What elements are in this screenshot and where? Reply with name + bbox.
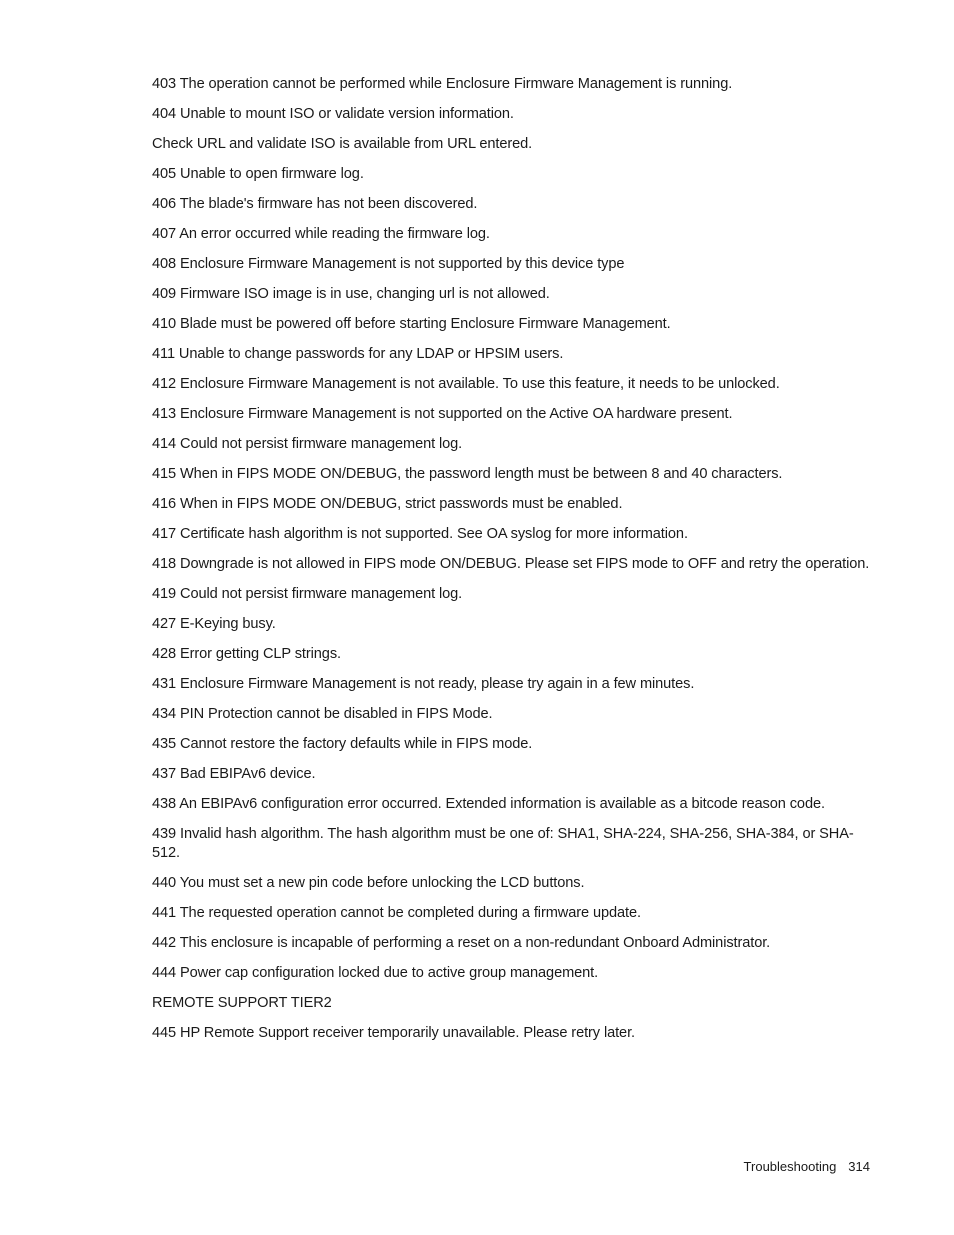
error-message: 434 PIN Protection cannot be disabled in FIPS Mode. (152, 705, 493, 722)
error-message: 417 Certificate hash algorithm is not supported. See OA syslog for more information. (152, 525, 688, 542)
error-message-list (152, 75, 877, 1054)
page-number: 314 (848, 1159, 870, 1174)
error-message: 427 E-Keying busy. (152, 615, 276, 632)
error-message: 444 Power cap configuration locked due to active group management. (152, 965, 599, 982)
error-message: 428 Error getting CLP strings. (152, 645, 341, 662)
error-message: 403 The operation cannot be performed while Enclosure Firmware Management is running. (152, 76, 733, 92)
error-message: 418 Downgrade is not allowed in FIPS mode ON/DEBUG. Please set FIPS mode to OFF and retry the operation. (152, 555, 870, 572)
error-message: 442 This enclosure is incapable of performing a reset on a non-redundant Onboard Administrator. (152, 935, 771, 952)
error-message: 411 Unable to change passwords for any LDAP or HPSIM users. (152, 345, 564, 362)
error-message: 441 The requested operation cannot be completed during a firmware update. (152, 905, 641, 922)
error-message: 431 Enclosure Firmware Management is not ready, please try again in a few minutes. (152, 675, 695, 692)
error-message: 437 Bad EBIPAv6 device. (152, 765, 316, 782)
error-message: 406 The blade's firmware has not been discovered. (152, 195, 478, 212)
error-message: 413 Enclosure Firmware Management is not supported on the Active OA hardware present. (152, 405, 733, 422)
error-message: 438 An EBIPAv6 configuration error occurred. Extended information is available as a bitcode reason code. (152, 795, 825, 812)
error-message: 445 HP Remote Support receiver temporarily unavailable. Please retry later. (152, 1025, 635, 1042)
error-message: 439 Invalid hash algorithm. The hash algorithm must be one of: SHA1, SHA-224, SHA-256, SHA-384, or SHA-512. (152, 825, 854, 862)
error-message: Check URL and validate ISO is available from URL entered. (152, 135, 533, 152)
error-message: 408 Enclosure Firmware Management is not supported by this device type (152, 255, 625, 272)
section-heading: REMOTE SUPPORT TIER2 (152, 995, 332, 1012)
error-message: 419 Could not persist firmware management log. (152, 585, 463, 602)
error-message: 410 Blade must be powered off before starting Enclosure Firmware Management. (152, 315, 671, 332)
error-message: 435 Cannot restore the factory defaults while in FIPS mode. (152, 735, 533, 752)
error-message: 414 Could not persist firmware management log. (152, 435, 463, 452)
error-message: 405 Unable to open firmware log. (152, 165, 364, 182)
error-message: 415 When in FIPS MODE ON/DEBUG, the password length must be between 8 and 40 characters. (152, 465, 783, 482)
page-footer (744, 1158, 870, 1176)
error-message: 416 When in FIPS MODE ON/DEBUG, strict passwords must be enabled. (152, 495, 623, 512)
error-message: 409 Firmware ISO image is in use, changing url is not allowed. (152, 285, 550, 302)
error-message: 440 You must set a new pin code before unlocking the LCD buttons. (152, 875, 585, 892)
error-message: 404 Unable to mount ISO or validate version information. (152, 105, 514, 122)
error-message: 407 An error occurred while reading the firmware log. (152, 225, 490, 242)
footer-section-title: Troubleshooting (743, 1159, 837, 1174)
error-message: 412 Enclosure Firmware Management is not available. To use this feature, it needs to be unlocked. (152, 375, 780, 392)
